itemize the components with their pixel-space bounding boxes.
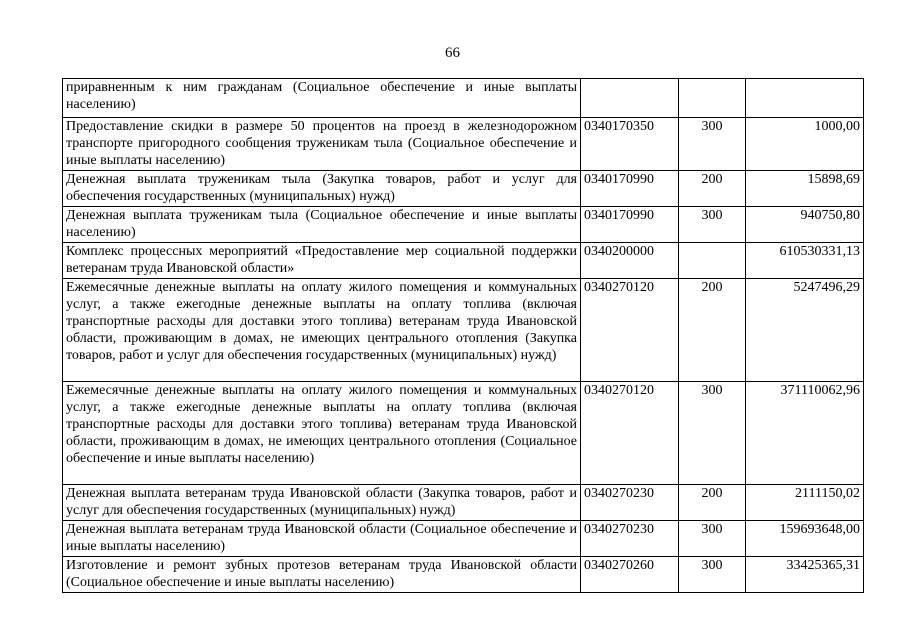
- row-description: Изготовление и ремонт зубных протезов ветеранам труда Ивановской области (Социальное обеспечение и иные выплаты населению): [63, 556, 581, 592]
- row-target-code: 0340170350: [581, 118, 679, 171]
- table-row: [63, 79, 864, 118]
- row-amount: 15898,69: [746, 170, 864, 206]
- table-row: [63, 118, 864, 171]
- table-row: [63, 484, 864, 520]
- row-description: приравненным к ним гражданам (Социальное обеспечение и иные выплаты населению): [63, 79, 581, 118]
- row-expense-type: 300: [679, 556, 746, 592]
- row-description: Денежная выплата труженикам тыла (Социальное обеспечение и иные выплаты населению): [63, 206, 581, 242]
- row-expense-type: 200: [679, 170, 746, 206]
- row-amount: 610530331,13: [746, 242, 864, 278]
- row-target-code: 0340170990: [581, 170, 679, 206]
- row-description: Комплекс процессных мероприятий «Предоставление мер социальной поддержки ветеранам труда Ивановской области»: [63, 242, 581, 278]
- row-expense-type: 300: [679, 118, 746, 171]
- row-expense-type: 300: [679, 381, 746, 484]
- row-amount: 2111150,02: [746, 484, 864, 520]
- table-row: [63, 242, 864, 278]
- row-target-code: 0340270230: [581, 484, 679, 520]
- row-expense-type: 200: [679, 484, 746, 520]
- row-amount: [746, 79, 864, 118]
- row-amount: 33425365,31: [746, 556, 864, 592]
- row-expense-type: [679, 242, 746, 278]
- row-description: Предоставление скидки в размере 50 процентов на проезд в железнодорожном транспорте пригородного сообщения труженикам тыла (Социальное обеспечение и иные выплаты населению): [63, 118, 581, 171]
- row-target-code: 0340270120: [581, 381, 679, 484]
- row-amount: 1000,00: [746, 118, 864, 171]
- row-target-code: 0340200000: [581, 242, 679, 278]
- table-row: [63, 206, 864, 242]
- row-expense-type: 300: [679, 206, 746, 242]
- row-description: Денежная выплата ветеранам труда Ивановской области (Закупка товаров, работ и услуг для обеспечения государственных (муниципальных) нужд): [63, 484, 581, 520]
- row-amount: 159693648,00: [746, 520, 864, 556]
- row-amount: 371110062,96: [746, 381, 864, 484]
- page-number: 66: [445, 45, 460, 61]
- row-amount: 940750,80: [746, 206, 864, 242]
- row-target-code: 0340270120: [581, 278, 679, 381]
- row-description: Денежная выплата труженикам тыла (Закупка товаров, работ и услуг для обеспечения государственных (муниципальных) нужд): [63, 170, 581, 206]
- table-row: [63, 381, 864, 484]
- budget-table: [62, 78, 864, 593]
- row-target-code: 0340170990: [581, 206, 679, 242]
- table-row: [63, 556, 864, 592]
- row-description: Денежная выплата ветеранам труда Ивановской области (Социальное обеспечение и иные выплаты населению): [63, 520, 581, 556]
- table-row: [63, 278, 864, 381]
- row-expense-type: [679, 79, 746, 118]
- row-description: Ежемесячные денежные выплаты на оплату жилого помещения и коммунальных услуг, а также ежегодные денежные выплаты на оплату топлива (включая транспортные расходы для доставки этого топлива) ветеранам труда Ивановской области, проживающим в домах, не имеющих центрального отопления (Закупка товаров, работ и услуг для обеспечения государственных (муниципальных) нужд): [63, 278, 581, 381]
- row-expense-type: 200: [679, 278, 746, 381]
- row-description: Ежемесячные денежные выплаты на оплату жилого помещения и коммунальных услуг, а также ежегодные денежные выплаты на оплату топлива (включая транспортные расходы для доставки этого топлива) ветеранам труда Ивановской области, проживающим в домах, не имеющих центрального отопления (Социальное обеспечение и иные выплаты населению): [63, 381, 581, 484]
- table-row: [63, 170, 864, 206]
- row-amount: 5247496,29: [746, 278, 864, 381]
- row-target-code: 0340270230: [581, 520, 679, 556]
- table-row: [63, 520, 864, 556]
- row-expense-type: 300: [679, 520, 746, 556]
- row-target-code: 0340270260: [581, 556, 679, 592]
- row-target-code: [581, 79, 679, 118]
